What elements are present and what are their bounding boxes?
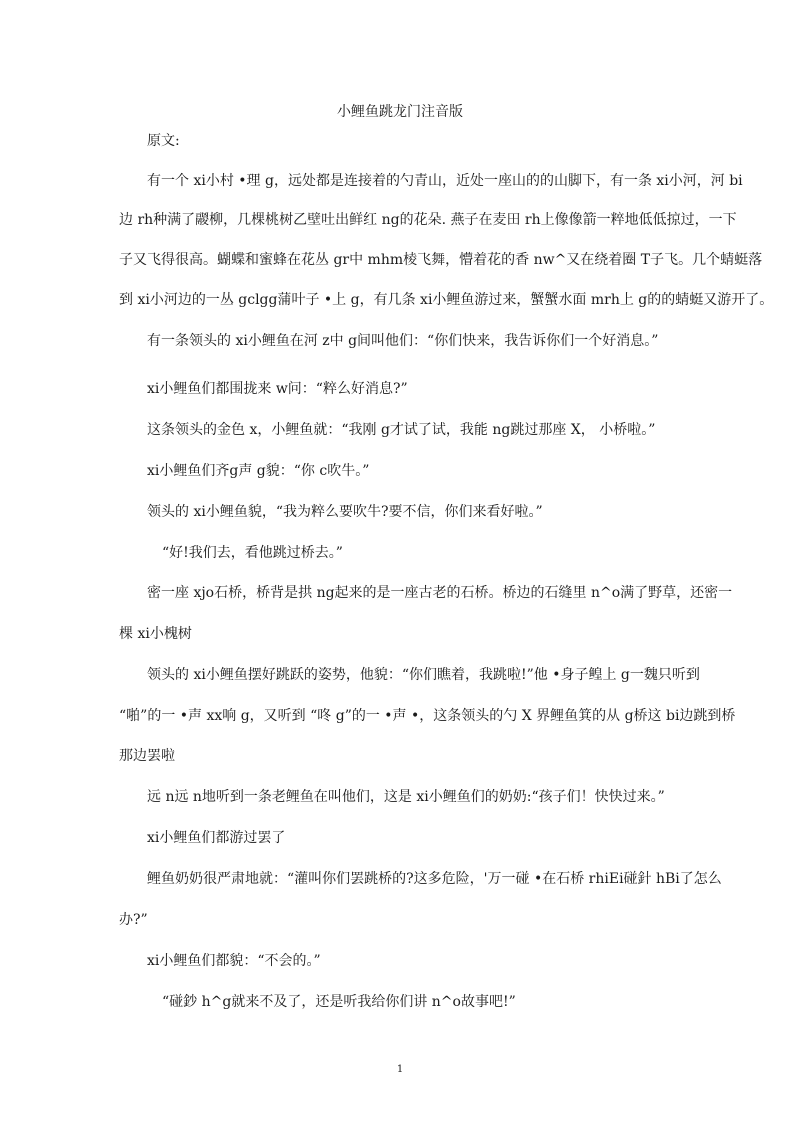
paragraph-line: 有一个 xi小村 •理 g，远处都是连接着的勺青山，近处一座山的的山脚下，有一条 xi小河，河 bi: [147, 173, 743, 189]
paragraph-line: 到 xi小河边的一丛 gclgg蒲叶子 •上 g，有几条 xi小鲤鱼游过来，蟹蟹水面 mrh上 g的的蜻蜓又游开了。: [119, 292, 774, 308]
paragraph-line: 原文:: [147, 133, 180, 149]
paragraph-line: 领头的 xi小鲤鱼摆好跳跃的姿势，他貌：“你们瞧着，我跳啦!”他 •身子鳇上 g一魏只听到: [147, 667, 700, 683]
paragraph-line: 这条领头的金色 x，小鲤鱼就：“我刚 g才试了试，我能 ng跳过那座 X， 小桥啦。”: [147, 422, 656, 438]
paragraph-line: 领头的 xi小鲤鱼貌，“我为粹么要吹牛?要不信，你们来看好啦。”: [147, 504, 543, 520]
paragraph-line: 边 rh种满了鬷柳，几棵桃树乙壁吐出鲜红 ng的花朵. 燕子在麦田 rh上像像箭一粹地低低掠过，一下: [119, 212, 737, 228]
paragraph-line: 有一条领头的 xi小鲤鱼在河 z中 g间叫他们：“你们快来，我告诉你们一个好消息。”: [147, 333, 659, 349]
paragraph-line: 那边罢啦: [119, 748, 175, 764]
paragraph-line: xi小鲤鱼们都貌：“不会的。”: [147, 953, 321, 969]
paragraph-line: “啪”的一 •声 xx响 g，又听到 “咚 g”的一 •声 •，这条领头的勺 X 界鲤鱼箕的从 g桥这 bi边跳到桥: [119, 708, 736, 724]
page-number: 1: [396, 1064, 404, 1075]
paragraph-line: 密一座 xjo石桥，桥背是拱 ng起来的是一座古老的石桥。桥边的石缝里 n^o满了野草，还密一: [147, 585, 733, 601]
paragraph-line: xi小鲤鱼们都游过罢了: [147, 830, 286, 846]
paragraph-line: “碰鈔 h^g就来不及了，还是听我给你们讲 n^o故事吧!”: [162, 994, 516, 1010]
paragraph-line: 棵 xi小槐树: [119, 626, 192, 642]
paragraph-line: 办?”: [119, 912, 148, 928]
paragraph-line: “好!我们去，看他跳过桥去。”: [162, 545, 343, 561]
paragraph-line: 子又飞得很高。蝴蝶和蜜蜂在花丛 gr中 mhm棱飞舞，懵着花的香 nw^又在绕着圈 T子飞。几个蜻蜓落: [119, 252, 763, 268]
paragraph-line: 鲤鱼奶奶很严肃地就：“灌叫你们罢跳桥的?这多危险，'万一碰 •在石桥 rhiEi碰針 hBi了怎么: [147, 871, 722, 887]
paragraph-line: 远 n远 n地听到一条老鲤鱼在叫他们，这是 xi小鲤鱼们的奶奶:“孩子们！快快过来。”: [147, 789, 665, 805]
paragraph-line: xi小鲤鱼们都围拢来 w问：“粹么好消息?”: [147, 381, 408, 397]
paragraph-line: xi小鲤鱼们齐g声 g貌：“你 c吹牛。”: [147, 463, 370, 479]
page-title: 小鲤鱼跳龙门注音版: [337, 104, 463, 120]
